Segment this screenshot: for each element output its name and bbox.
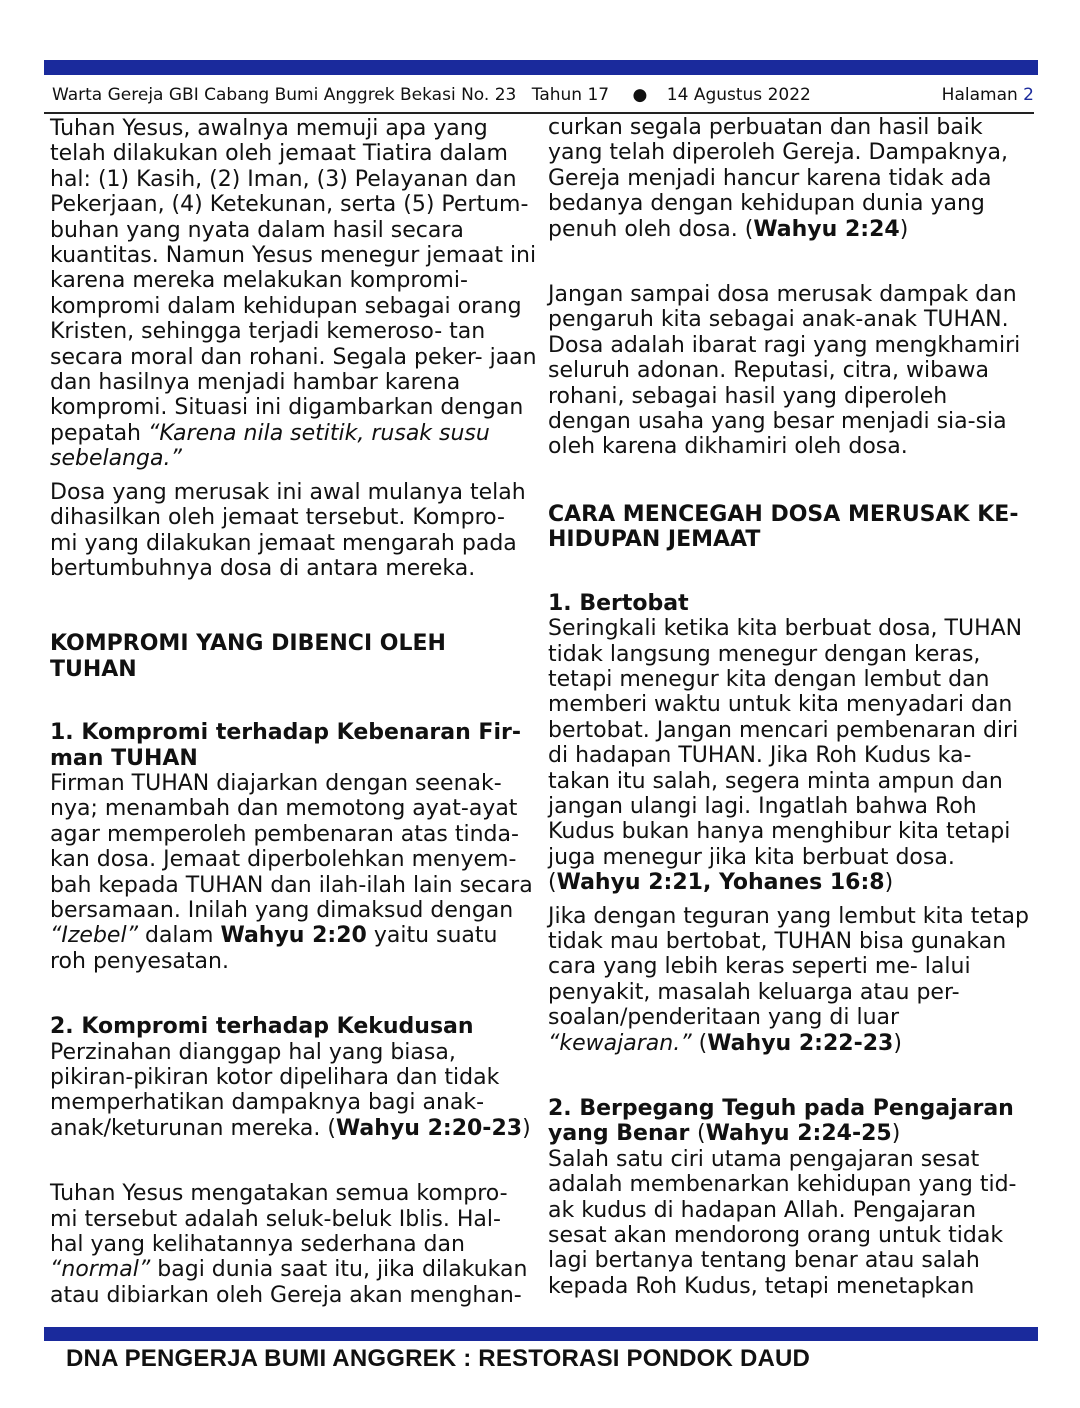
quote-text: “normal” — [50, 1257, 151, 1283]
proverb-quote: “Karena nila setitik, rusak susu sebelanga.” — [50, 420, 490, 472]
subsection-heading — [548, 1088, 1036, 1147]
paragraph — [548, 904, 1036, 1056]
paragraph-text: dalam — [144, 923, 214, 949]
scripture-reference: Wahyu 2:24-25 — [705, 1121, 892, 1147]
section-heading: KOMPROMI YANG DIBENCI OLEH TUHAN — [50, 631, 446, 682]
bottom-accent-bar — [44, 1327, 1038, 1341]
paragraph-text: ) — [899, 216, 909, 242]
paragraph-text: Dosa yang merusak ini awal mulanya telah dihasilkan oleh jemaat tersebut. Kompro- mi yang dilakukan jemaat mengarah pada bertumbuhnya dosa di antara mereka. — [50, 479, 526, 581]
paragraph — [50, 1173, 538, 1308]
scripture-reference: Wahyu 2:20 — [220, 923, 367, 949]
header-right — [942, 82, 1034, 108]
publication-title: Warta Gereja GBI Cabang Bumi Anggrek Bekasi No. 23 — [52, 85, 517, 105]
paragraph-text: Salah satu ciri utama pengajaran sesat adalah membenarkan kehidupan yang tid- ak kudus di hadapan Allah. Pengajaran sesat akan mendorong orang untuk tidak lagi bertanya tentang benar atau salah kepada Roh Kudus, tetapi menetapkan — [548, 1146, 1017, 1299]
scripture-reference: Wahyu 2:24 — [753, 216, 900, 242]
quote-text: “Izebel” — [50, 923, 138, 949]
paragraph-text: ( — [698, 1030, 708, 1056]
paragraph-text: Seringkali ketika kita berbuat dosa, TUHAN tidak langsung menegur dengan keras, tetapi menegur kita dengan lembut dan memberi waktu untuk kita menyadari dan bertobat. Jangan mencari pembenaran diri di hadapan TUHAN. Jika Roh Kudus ka- takan itu salah, segera minta ampun dan jangan ulangi lagi. Ingatlah bahwa Roh Kudus bukan hanya menghibur kita tetapi juga menegur jika kita berbuat dosa. ( — [548, 616, 1023, 896]
scripture-reference: Wahyu 2:21, Yohanes 16:8 — [556, 870, 885, 896]
paragraph-text: Tuhan Yesus mengatakan semua kompro- mi tersebut adalah seluk-beluk Iblis. Hal- hal yang kelihatannya sederhana dan — [50, 1181, 508, 1258]
paragraph-text: ) — [884, 870, 894, 896]
subsection-heading-paren: ) — [891, 1121, 901, 1147]
paragraph — [50, 116, 538, 472]
subsection-heading-text: 2. Berpegang Teguh pada Pengajaran yang Benar — [548, 1096, 1014, 1147]
left-column — [50, 116, 538, 1308]
header-divider — [44, 112, 1034, 114]
paragraph-text: Perzinahan dianggap hal yang biasa, pikiran-pikiran kotor dipelihara dan tidak memperhatikan dampaknya bagi anak- anak/keturunan mereka. ( — [50, 1039, 500, 1141]
scripture-reference: Wahyu 2:20-23 — [335, 1115, 523, 1141]
footer-slogan: DNA PENGERJA BUMI ANGGREK : RESTORASI PONDOK DAUD — [66, 1345, 811, 1372]
subsection-heading: 2. Kompromi terhadap Kekudusan — [50, 1014, 474, 1040]
page-header — [52, 82, 1034, 108]
scripture-reference: Wahyu 2:22-23 — [707, 1030, 894, 1056]
paragraph-text: curkan segala perbuatan dan hasil baik yang telah diperoleh Gereja. Dampaknya, Gereja menjadi hancur karena tidak ada bedanya dengan kehidupan dunia yang penuh oleh dosa. ( — [548, 115, 1009, 242]
paragraph-text: Jangan sampai dosa merusak dampak dan pengaruh kita sebagai anak-anak TUHAN. Dosa adalah ibarat ragi yang mengkhamiri seluruh adonan. Reputasi, citra, wibawa rohani, sebagai hasil yang diperoleh dengan usaha yang besar menjadi sia-sia oleh karena dikhamiri oleh dosa. — [548, 282, 1021, 460]
section-heading: CARA MENCEGAH DOSA MERUSAK KE- HIDUPAN JEMAAT — [548, 501, 1019, 553]
paragraph-text: ) — [522, 1115, 531, 1141]
paragraph-text: yaitu suatu roh penyesatan. — [50, 923, 498, 974]
paragraph — [548, 1147, 1036, 1299]
paragraph — [50, 480, 538, 582]
paragraph-text: Firman TUHAN diajarkan dengan seenak- nya; menambah dan memotong ayat-ayat agar memperoleh pembenaran atas tinda- kan dosa. Jemaat diperbolehkan menyem- bah kepada TUHAN dan ilah-ilah lain secara bersamaan. Inilah yang dimaksud dengan — [50, 770, 533, 923]
paragraph-text: Jika dengan teguran yang lembut kita tetap tidak mau bertobat, TUHAN bisa gunakan cara yang lebih keras seperti me- lalui penyakit, masalah keluarga atau per- soalan/penderitaan yang di luar — [548, 903, 1029, 1031]
paragraph — [548, 616, 1036, 895]
paragraph-text: bagi dunia saat itu, jika dilakukan atau dibiarkan oleh Gereja akan menghan- — [50, 1257, 528, 1308]
publication-year: Tahun 17 — [531, 85, 610, 105]
page-number: 2 — [1023, 85, 1034, 105]
paragraph — [548, 115, 1036, 242]
page-label: Halaman — [941, 85, 1018, 105]
paragraph-text: ) — [893, 1030, 902, 1056]
paragraph-text: Tuhan Yesus, awalnya memuji apa yang telah dilakukan oleh jemaat Tiatira dalam hal: (1) Kasih, (2) Iman, (3) Pelayanan dan Pekerjaan, (4) Ketekunan, serta (5) Pertum- buhan yang nyata dalam hasil secara kuantitas. Namun Yesus menegur jemaat ini karena mereka melakukan kompromi- kompromi dalam kehidupan sebagai orang Kristen, sehingga terjadi kemeroso- tan secara moral dan rohani. Segala peker- jaan dan hasilnya menjadi hambar karena kompromi. Situasi ini digambarkan dengan pepatah — [50, 116, 537, 446]
top-accent-bar — [44, 60, 1038, 75]
quote-text: “kewajaran.” — [548, 1030, 692, 1056]
right-column — [548, 115, 1036, 1299]
header-left — [52, 82, 811, 108]
paragraph — [50, 1040, 538, 1142]
subsection-heading: 1. Bertobat — [548, 590, 689, 616]
subsection-heading: 1. Kompromi terhadap Kebenaran Fir- man TUHAN — [50, 720, 521, 771]
paragraph — [50, 771, 538, 974]
subsection-heading-paren: ( — [696, 1121, 706, 1147]
publication-date: 14 Agustus 2022 — [666, 85, 811, 105]
paragraph — [548, 274, 1036, 460]
bullet-separator: ● — [632, 85, 648, 105]
